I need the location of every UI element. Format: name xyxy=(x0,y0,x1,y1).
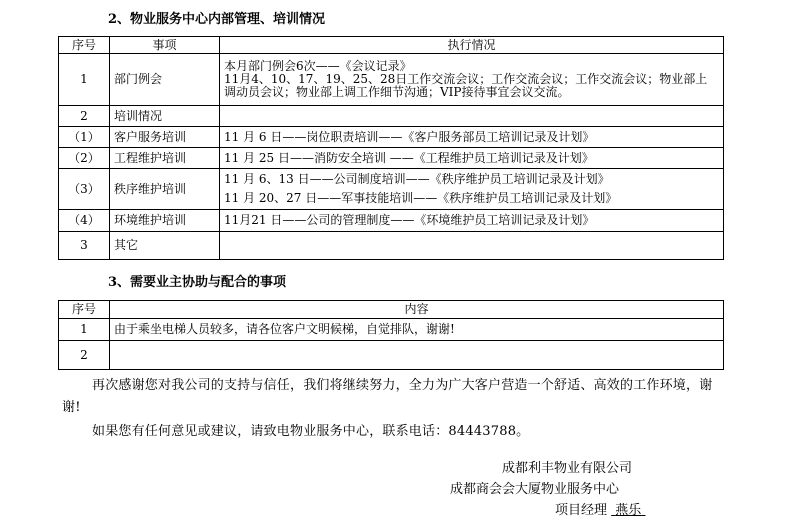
header-seq: 序号 xyxy=(59,301,110,319)
section2-heading: 2、物业服务中心内部管理、培训情况 xyxy=(108,12,326,27)
row-status xyxy=(220,232,724,260)
manager-label: 项目经理 xyxy=(555,503,608,518)
table-row xyxy=(59,232,724,260)
company-name: 成都利丰物业有限公司 xyxy=(502,461,633,476)
table-header-row xyxy=(59,301,724,319)
table-row xyxy=(59,210,724,232)
row-item: 秩序维护培训 xyxy=(110,169,220,210)
row-item: 培训情况 xyxy=(110,106,220,127)
table-row xyxy=(59,106,724,127)
table-row xyxy=(59,54,724,106)
row-status xyxy=(220,148,724,169)
status-line: 11 月 6 日——岗位职责培训——《客户服务部员工培训记录及计划》 xyxy=(224,129,595,144)
header-seq: 序号 xyxy=(59,37,110,54)
table-row xyxy=(59,319,724,341)
status-line: 11 月 25 日——消防安全培训 ——《工程维护员工培训记录及计划》 xyxy=(224,150,594,165)
row-item: 其它 xyxy=(110,232,220,260)
table-row xyxy=(59,341,724,370)
row-seq: （2） xyxy=(59,148,110,169)
row-seq: 2 xyxy=(59,341,110,370)
status-line: 本月部门例会6次——《会议记录》 xyxy=(224,59,412,73)
row-seq: 1 xyxy=(59,319,110,341)
row-seq: （1） xyxy=(59,127,110,148)
internal-management-table xyxy=(58,36,724,260)
row-status xyxy=(220,210,724,232)
service-center-name: 成都商会会大厦物业服务中心 xyxy=(450,482,620,497)
row-status xyxy=(220,54,724,106)
row-item: 客户服务培训 xyxy=(110,127,220,148)
status-line: 11 月 6、13 日——公司制度培训——《秩序维护员工培训记录及计划》 xyxy=(224,172,610,186)
row-content xyxy=(110,341,724,370)
status-line: 11月4、10、17、19、25、28日工作交流会议；工作交流会议；工作交流会议；物业部上调动员会议；物业部上调工作细节沟通；VIP接待事宜会议交流。 xyxy=(224,72,708,99)
row-seq: 2 xyxy=(59,106,110,127)
thanks-paragraph: 再次感谢您对我公司的支持与信任，我们将继续努力，全力为广大客户营造一个舒适、高效的工作环境，谢谢! xyxy=(62,378,713,415)
table-header-row xyxy=(59,37,724,54)
section3-heading: 3、需要业主协助与配合的事项 xyxy=(108,275,287,290)
manager-name xyxy=(611,503,645,518)
status-line: 11月21 日——公司的管理制度——《环境维护员工培训记录及计划》 xyxy=(224,213,595,227)
row-seq: 1 xyxy=(59,54,110,106)
status-line: 11 月 20、27 日——军事技能培训——《秩序维护员工培训记录及计划》 xyxy=(224,191,618,205)
contact-paragraph: 如果您有任何意见或建议，请致电物业服务中心，联系电话：84443788。 xyxy=(92,424,530,439)
row-item: 环境维护培训 xyxy=(110,210,220,232)
table-row xyxy=(59,148,724,169)
owner-cooperation-table xyxy=(58,300,724,370)
row-status xyxy=(220,106,724,127)
header-content: 内容 xyxy=(110,301,724,319)
row-item: 工程维护培训 xyxy=(110,148,220,169)
manager-name-text: 燕乐 xyxy=(615,503,642,518)
row-seq: 3 xyxy=(59,232,110,260)
row-status xyxy=(220,169,724,210)
row-content: 由于乘坐电梯人员较多，请各位客户文明候梯，自觉排队，谢谢! xyxy=(110,319,724,341)
row-seq: （3） xyxy=(59,169,110,210)
header-status: 执行情况 xyxy=(220,37,724,54)
row-item: 部门例会 xyxy=(110,54,220,106)
table-row xyxy=(59,169,724,210)
manager-signature xyxy=(555,500,645,521)
row-status xyxy=(220,127,724,148)
header-item: 事项 xyxy=(110,37,220,54)
table-row xyxy=(59,127,724,148)
row-seq: （4） xyxy=(59,210,110,232)
